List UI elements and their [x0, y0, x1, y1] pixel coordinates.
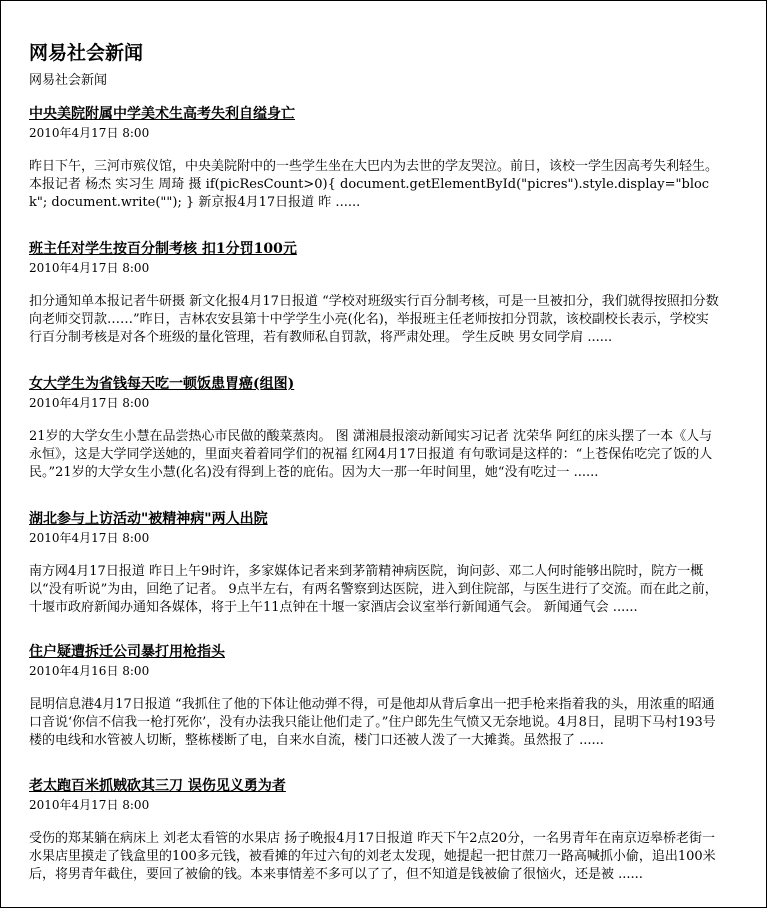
news-headline-link[interactable]: 老太跑百米抓贼砍其三刀 误伤见义勇为者 — [29, 778, 286, 794]
news-headline-link[interactable]: 住户疑遭拆迁公司暴打用枪指头 — [29, 644, 225, 660]
news-summary: 昨日下午，三河市殡仪馆，中央美院附中的一些学生坐在大巴内为去世的学友哭泣。前日，该校一学生因高考失利轻生。本报记者 杨杰 实习生 周琦 摄 if(picResCount>0){ document.getElementById("picres").style.display="block"; document.write(""); } 新京报4月17日报道 昨 ...... — [29, 159, 719, 210]
news-summary: 南方网4月17日报道 昨日上午9时许，多家媒体记者来到茅箭精神病医院，询问彭、邓二人何时能够出院时，院方一概以“没有听说”为由，回绝了记者。 9点半左右，有两名警察到达医院，进入到住院部，与医生进行了交流。而在此之前，十堰市政府新闻办通知各媒体，将于上午11点钟在十堰一家酒店会议室举行新闻通气会。 新闻通气会 ...... — [29, 564, 718, 615]
news-summary: 扣分通知单本报记者牛研摄 新文化报4月17日报道 “学校对班级实行百分制考核，可是一旦被扣分，我们就得按照扣分数向老师交罚款……”昨日，吉林农安县第十中学学生小亮(化名)，举报班主任老师按扣分罚款，该校副校长表示，学校实行百分制考核是对各个班级的量化管理，若有教师私自罚款，将严肃处理。 学生反映 男女同学肩 ...... — [29, 294, 719, 345]
news-date: 2010年4月17日 8:00 — [29, 261, 150, 275]
news-date: 2010年4月17日 8:00 — [29, 798, 150, 812]
page-title: 网易社会新闻 — [29, 42, 144, 64]
news-item — [29, 777, 719, 884]
news-headline-link[interactable]: 中央美院附属中学美术生高考失利自缢身亡 — [29, 106, 295, 122]
page-subtitle: 网易社会新闻 — [29, 73, 108, 88]
news-headline-link[interactable]: 女大学生为省钱每天吃一顿饭患胃癌(组图) — [29, 376, 295, 392]
news-summary: 21岁的大学女生小慧在品尝热心市民做的酸菜蒸肉。 图 潇湘晨报滚动新闻实习记者 沈荣华 阿红的床头摆了一本《人与永恒》，这是大学同学送她的，里面夹着着同学们的祝福 红网4月17日报道 有句歌词是这样的：“上苍保佑吃完了饭的人民。”21岁的大学女生小慧(化名)没有得到上苍的庇佑。因为大一那一年时间里，她“没有吃过一 ...... — [29, 429, 713, 480]
news-date: 2010年4月17日 8:00 — [29, 126, 150, 140]
news-headline-link[interactable]: 班主任对学生按百分制考核 扣1分罚100元 — [29, 241, 297, 257]
news-item — [29, 105, 719, 212]
news-date: 2010年4月16日 8:00 — [29, 664, 150, 678]
news-item — [29, 643, 719, 750]
news-item — [29, 375, 719, 482]
news-item — [29, 240, 719, 347]
news-date: 2010年4月17日 8:00 — [29, 531, 150, 545]
news-summary: 受伤的郑某躺在病床上 刘老太看管的水果店 扬子晚报4月17日报道 昨天下午2点20分，一名男青年在南京迈皋桥老街一水果店里摸走了钱盒里的100多元钱，被看摊的年过六旬的刘老太发现，她提起一把甘蔗刀一路高喊抓小偷，追出100米后，将男青年截住，要回了被偷的钱。本来事情差不多可以了了，但不知道是钱被偷了很恼火，还是被 ...... — [29, 831, 716, 882]
news-summary: 昆明信息港4月17日报道 “我抓住了他的下体让他动弹不得，可是他却从背后拿出一把手枪来指着我的头，用浓重的昭通口音说‘你信不信我一枪打死你’，没有办法我只能让他们走了。”住户郎先生气愤又无奈地说。4月8日，昆明下马村193号楼的电线和水管被人切断，整栋楼断了电，自来水自流，楼门口还被人泼了一大摊粪。虽然报了 ...... — [29, 697, 716, 748]
news-headline-link[interactable]: 湖北参与上访活动"被精神病"两人出院 — [29, 511, 268, 527]
news-date: 2010年4月17日 8:00 — [29, 396, 150, 410]
news-item — [29, 510, 719, 617]
